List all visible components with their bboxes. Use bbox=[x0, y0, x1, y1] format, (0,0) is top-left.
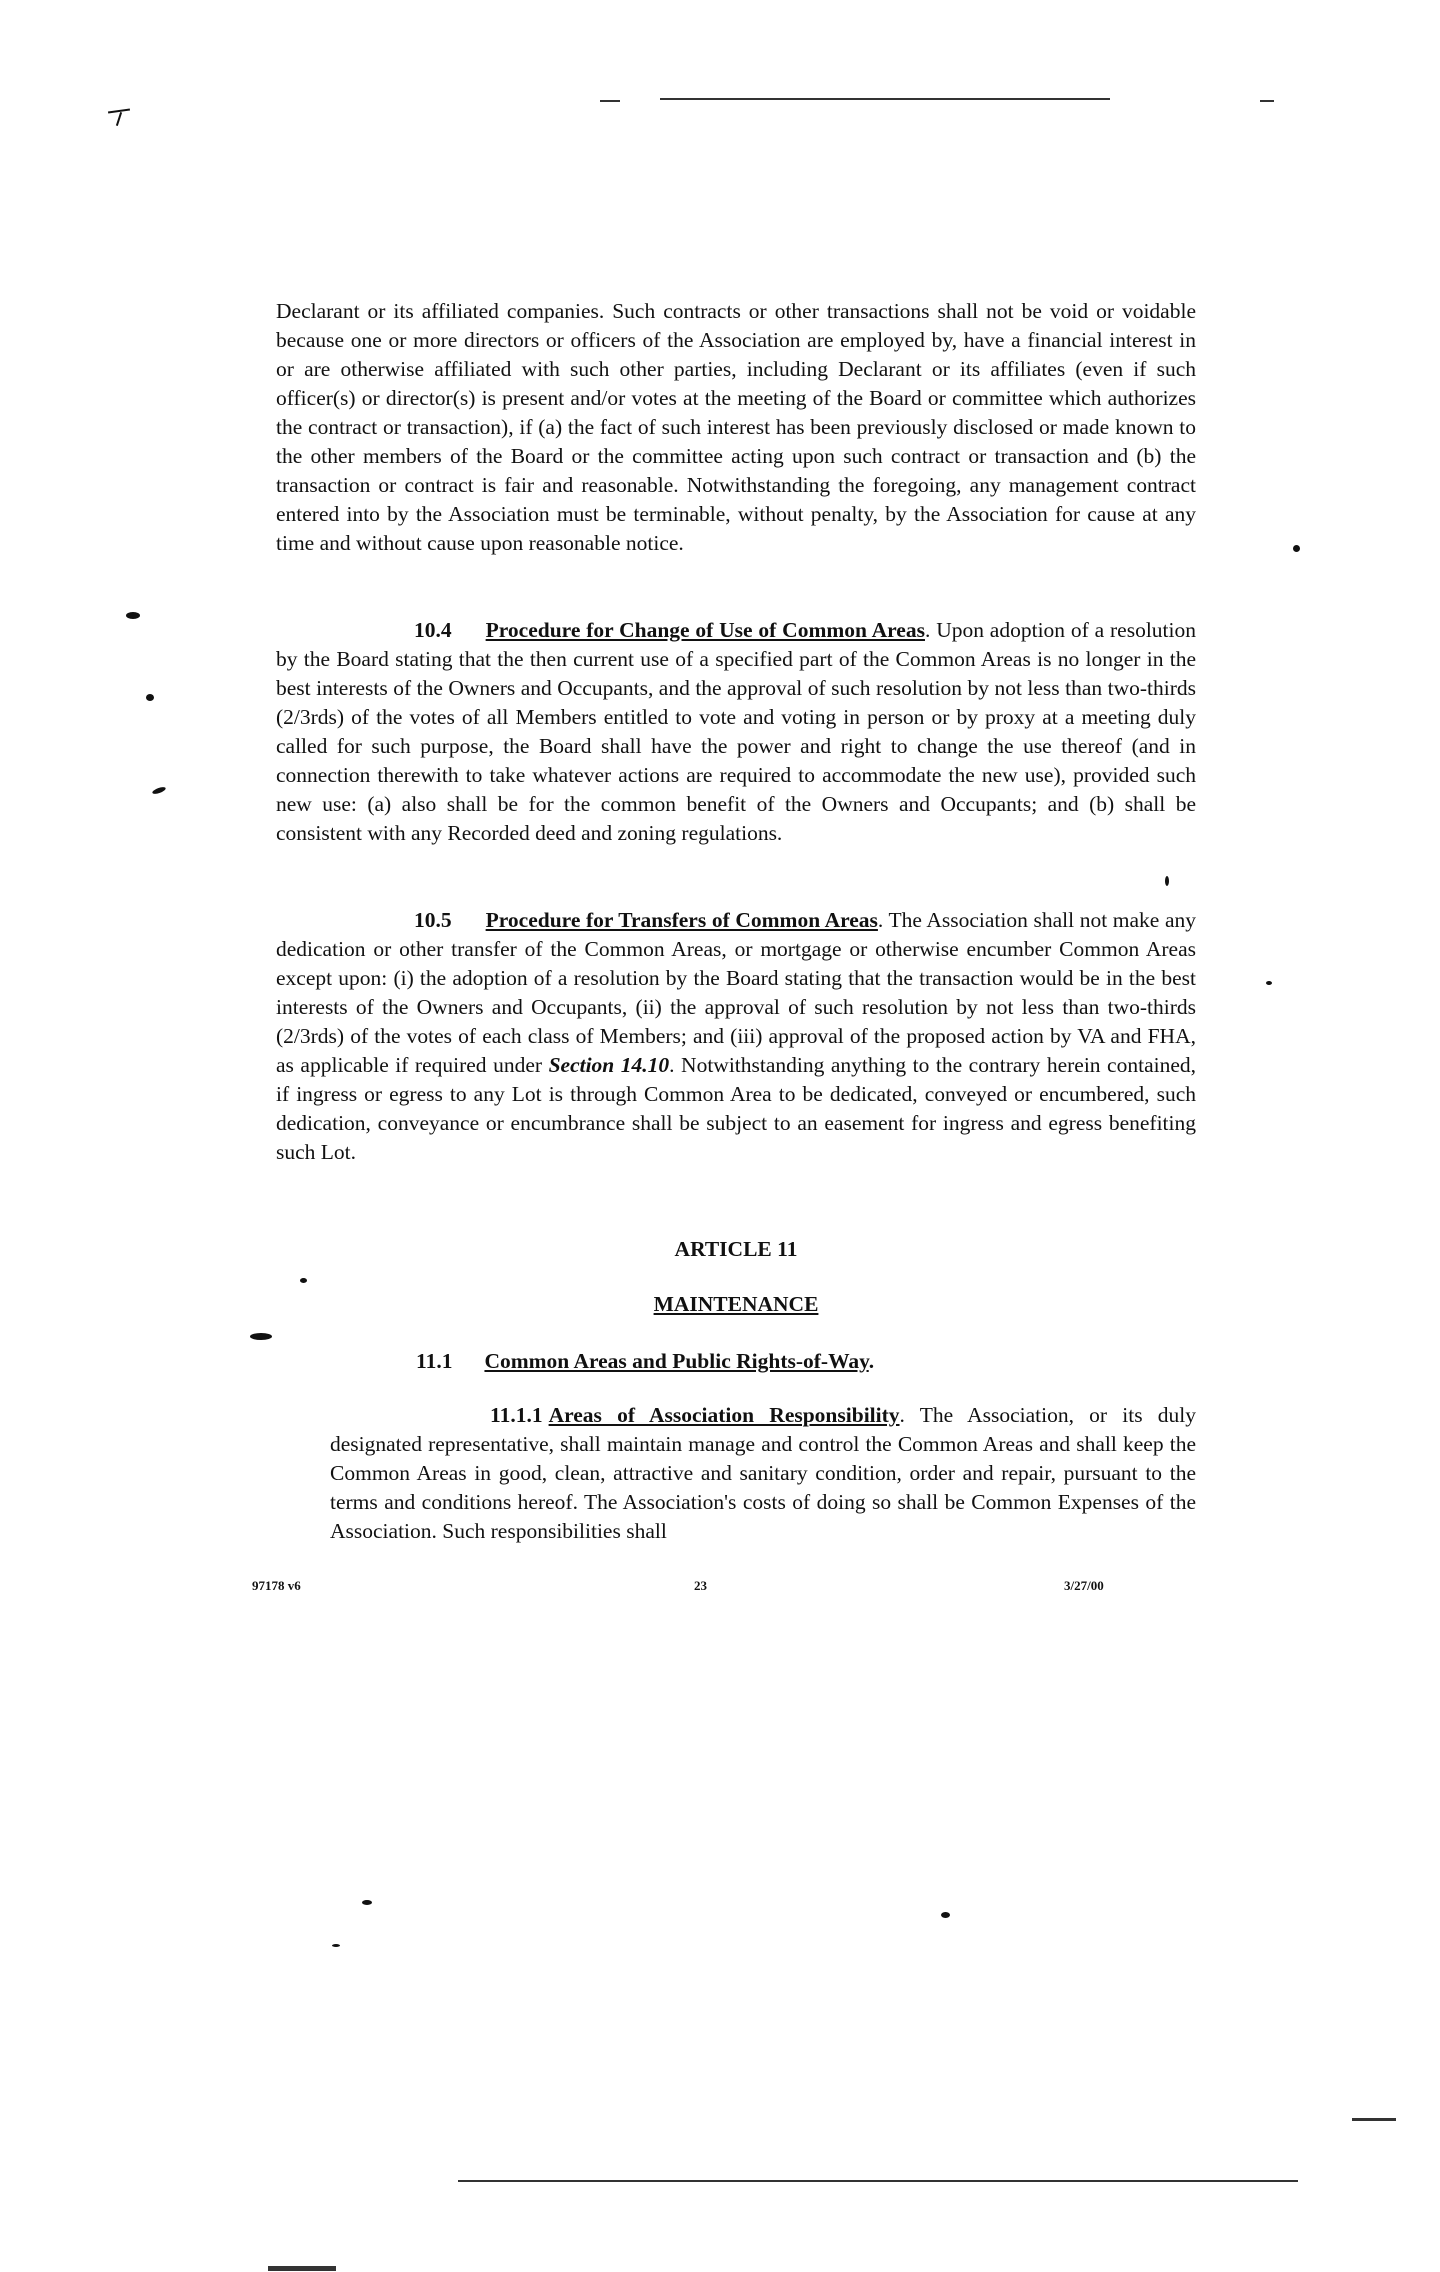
footer-page-number: 23 bbox=[694, 1578, 707, 1593]
section-10-5-reference: Section 14.10 bbox=[548, 1053, 670, 1077]
footer-doc-id: 97178 v6 bbox=[252, 1578, 301, 1593]
scan-rule-top-right bbox=[1260, 100, 1274, 102]
scan-speck bbox=[300, 1278, 307, 1283]
scan-mark-corner-stroke bbox=[116, 112, 122, 126]
scan-rule-top bbox=[660, 98, 1110, 100]
section-10-4 bbox=[276, 616, 1196, 848]
scan-speck bbox=[362, 1900, 372, 1905]
section-10-5-number: 10.5 bbox=[414, 908, 452, 932]
scan-rule-top-short bbox=[600, 100, 620, 102]
section-10-5-title: Procedure for Transfers of Common Areas bbox=[485, 908, 878, 932]
section-11-1-1 bbox=[330, 1401, 1196, 1546]
scan-speck bbox=[941, 1912, 950, 1918]
scan-speck bbox=[1266, 981, 1272, 985]
section-10-4-body: . Upon adoption of a resolution by the Board stating that the then current use of a specified part of the Common Areas is no longer in the best interests of the Owners and Occupants, and the approval of such resolution by not less than two-thirds (2/3rds) of the votes of all Members entitled to vote and voting in person or by proxy at a meeting duly called for such purpose, the Board shall have the power and right to change the use thereof (and in connection therewith to take whatever actions are required to accommodate the new use), provided such new use: (a) also shall be for the common benefit of the Owners and Occupants; and (b) shall be consistent with any Recorded deed and zoning regulations. bbox=[276, 618, 1196, 845]
scan-speck bbox=[332, 1944, 340, 1947]
article-title: MAINTENANCE bbox=[653, 1292, 819, 1316]
scan-speck bbox=[250, 1333, 272, 1340]
scan-speck bbox=[146, 694, 154, 701]
section-10-5-body-a: . The Association shall not make any dedication or other transfer of the Common Areas, or mortgage or otherwise encumber Common Areas except upon: (i) the adoption of a resolution by the Board stating that the transaction would be in the best interests of the Owners and Occupants, (ii) the approval of such resolution by not less than two-thirds (2/3rds) of the votes of each class of Members; and (iii) approval of the proposed action by VA and FHA, as applicable if required under bbox=[276, 908, 1196, 1077]
section-10-4-title: Procedure for Change of Use of Common Areas bbox=[485, 618, 925, 642]
section-11-1-title: Common Areas and Public Rights-of-Way bbox=[484, 1349, 869, 1373]
section-10-5-body-b: . Notwithstanding anything to the contrary herein contained, if ingress or egress to any Lot is through Common Area to be dedicated, conveyed or encumbered, such dedication, conveyance or encumbrance shall be subject to an easement for ingress and egress benefiting such Lot. bbox=[276, 1053, 1197, 1164]
scan-speck bbox=[1293, 545, 1300, 552]
scan-speck bbox=[152, 786, 167, 795]
section-11-1-1-title: Areas of Association Responsibility bbox=[548, 1403, 900, 1427]
scan-rule-bottom bbox=[458, 2180, 1298, 2182]
scan-rule-bottom-left bbox=[268, 2266, 336, 2271]
section-10-4-number: 10.4 bbox=[414, 618, 452, 642]
footer-date: 3/27/00 bbox=[1064, 1578, 1104, 1593]
section-10-5 bbox=[276, 906, 1196, 1167]
scan-speck bbox=[126, 612, 140, 619]
section-11-1-period: . bbox=[868, 1349, 875, 1373]
scan-rule-right bbox=[1352, 2118, 1396, 2121]
section-11-1-1-body: . The Association, or its duly designated representative, shall maintain manage and control the Common Areas and shall keep the Common Areas in good, clean, attractive and sanitary condition, order and repair, pursuant to the terms and conditions hereof. The Association's costs of doing so shall be Common Expenses of the Association. Such responsibilities shall bbox=[330, 1403, 1196, 1543]
section-11-1-number: 11.1 bbox=[416, 1349, 453, 1373]
scan-speck bbox=[1165, 876, 1169, 886]
section-11-1 bbox=[416, 1347, 874, 1376]
section-11-1-1-number: 11.1.1 bbox=[490, 1403, 543, 1427]
paragraph-10-3-continuation: Declarant or its affiliated companies. Such contracts or other transactions shall not be void or voidable because one or more directors or officers of the Association are employed by, have a financial interest in or are otherwise affiliated with such other parties, including Declarant or its affiliates (even if such officer(s) or director(s) is present and/or votes at the meeting of the Board or committee which authorizes the contract or transaction), if (a) the fact of such interest has been previously disclosed or made known to the other members of the Board or the committee acting upon such contract or transaction and (b) the transaction or contract is fair and reasonable. Notwithstanding the foregoing, any management contract entered into by the Association must be terminable, without penalty, by the Association for cause at any time and without cause upon reasonable notice. bbox=[276, 299, 1196, 555]
article-heading: ARTICLE 11 bbox=[674, 1237, 798, 1261]
